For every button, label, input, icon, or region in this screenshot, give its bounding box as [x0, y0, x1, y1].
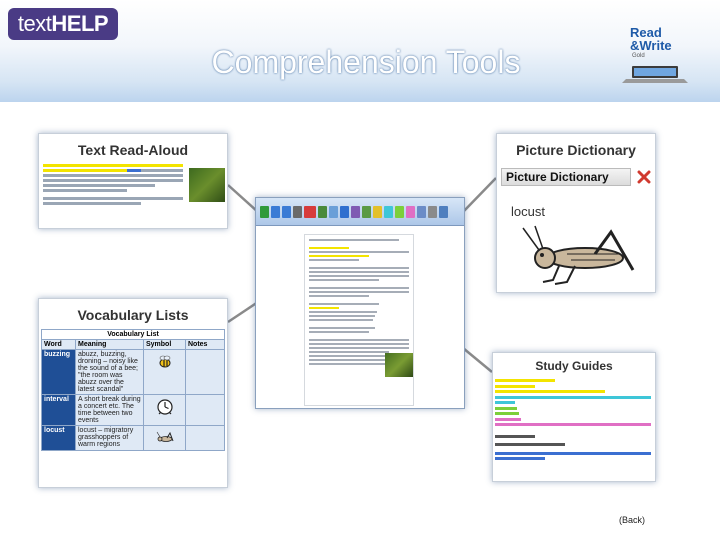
document-page — [304, 234, 414, 406]
locust-photo — [385, 353, 413, 377]
page-title — [0, 44, 720, 81]
bee-icon — [156, 353, 174, 371]
highlighter-button[interactable] — [406, 206, 415, 218]
stop-button[interactable] — [304, 206, 316, 218]
close-icon[interactable] — [637, 170, 651, 184]
highlighter-button[interactable] — [384, 206, 393, 218]
play-button[interactable] — [260, 206, 269, 218]
pause-button[interactable] — [271, 206, 280, 218]
toolbar-button[interactable] — [340, 206, 349, 218]
laptop-icon — [622, 66, 688, 84]
toolbar-button[interactable] — [318, 206, 327, 218]
read-write-logo-text — [630, 26, 672, 52]
grasshopper-icon — [515, 224, 641, 288]
vocab-meaning: locust – migratory grasshoppers of warm regions — [76, 426, 144, 451]
read-write-logo-sub: Gold — [632, 53, 645, 59]
app-toolbar — [256, 198, 464, 226]
grasshopper-icon — [156, 429, 174, 447]
vocab-word: locust — [42, 426, 76, 451]
picture-dictionary-title: Picture Dictionary — [516, 142, 636, 158]
table-row — [42, 426, 225, 451]
toolbar-button[interactable] — [293, 206, 302, 218]
text-read-aloud-title: Text Read-Aloud — [77, 142, 189, 158]
study-guides-panel — [492, 352, 656, 482]
text-read-aloud-panel — [38, 133, 228, 229]
study-guides-title: Study Guides — [535, 359, 613, 373]
column-header-word: Word — [42, 340, 76, 350]
vocabulary-lists-title: Vocabulary Lists — [77, 307, 189, 323]
vocab-meaning: A short break during a concert etc. The time between two events — [76, 395, 144, 426]
toolbar-button[interactable] — [428, 206, 437, 218]
locust-photo — [189, 168, 225, 202]
vocab-word: interval — [42, 395, 76, 426]
column-header-meaning: Meaning — [76, 340, 144, 350]
read-write-logo — [622, 16, 688, 88]
vocab-word: buzzing — [42, 350, 76, 395]
brand-logo-part1: text — [17, 11, 52, 36]
column-header-notes: Notes — [186, 340, 225, 350]
texthelp-logo — [8, 8, 118, 40]
highlighter-button[interactable] — [373, 206, 382, 218]
clock-icon — [156, 398, 174, 416]
toolbar-button[interactable] — [417, 206, 426, 218]
toolbar-button[interactable] — [362, 206, 371, 218]
read-write-logo-line1: Read — [630, 25, 662, 40]
highlighter-button[interactable] — [395, 206, 404, 218]
picture-dictionary-dialog-title: Picture Dictionary — [501, 168, 631, 186]
picture-dictionary-word: locust — [511, 204, 545, 219]
toolbar-button[interactable] — [351, 206, 360, 218]
read-write-logo-line2: &Write — [630, 38, 672, 53]
read-write-app-window — [255, 197, 465, 409]
toolbar-button[interactable] — [439, 206, 448, 218]
text-read-aloud-preview — [43, 164, 183, 226]
table-row — [42, 350, 225, 395]
vocabulary-table — [41, 329, 225, 451]
study-guides-preview — [495, 379, 655, 463]
vocabulary-lists-panel — [38, 298, 228, 488]
column-header-symbol: Symbol — [144, 340, 186, 350]
toolbar-button[interactable] — [329, 206, 338, 218]
table-row — [42, 395, 225, 426]
back-link[interactable]: (Back) — [619, 515, 646, 525]
toolbar-button[interactable] — [282, 206, 291, 218]
page-title-text: Comprehension Tools — [211, 44, 521, 80]
vocabulary-table-caption: Vocabulary List — [42, 330, 225, 340]
picture-dictionary-panel — [496, 133, 656, 293]
vocab-meaning: abuzz, buzzing, droning – noisy like the sound of a bee; "the room was abuzz over the latest scandal" — [76, 350, 144, 395]
brand-logo-part2: HELP — [51, 11, 109, 36]
